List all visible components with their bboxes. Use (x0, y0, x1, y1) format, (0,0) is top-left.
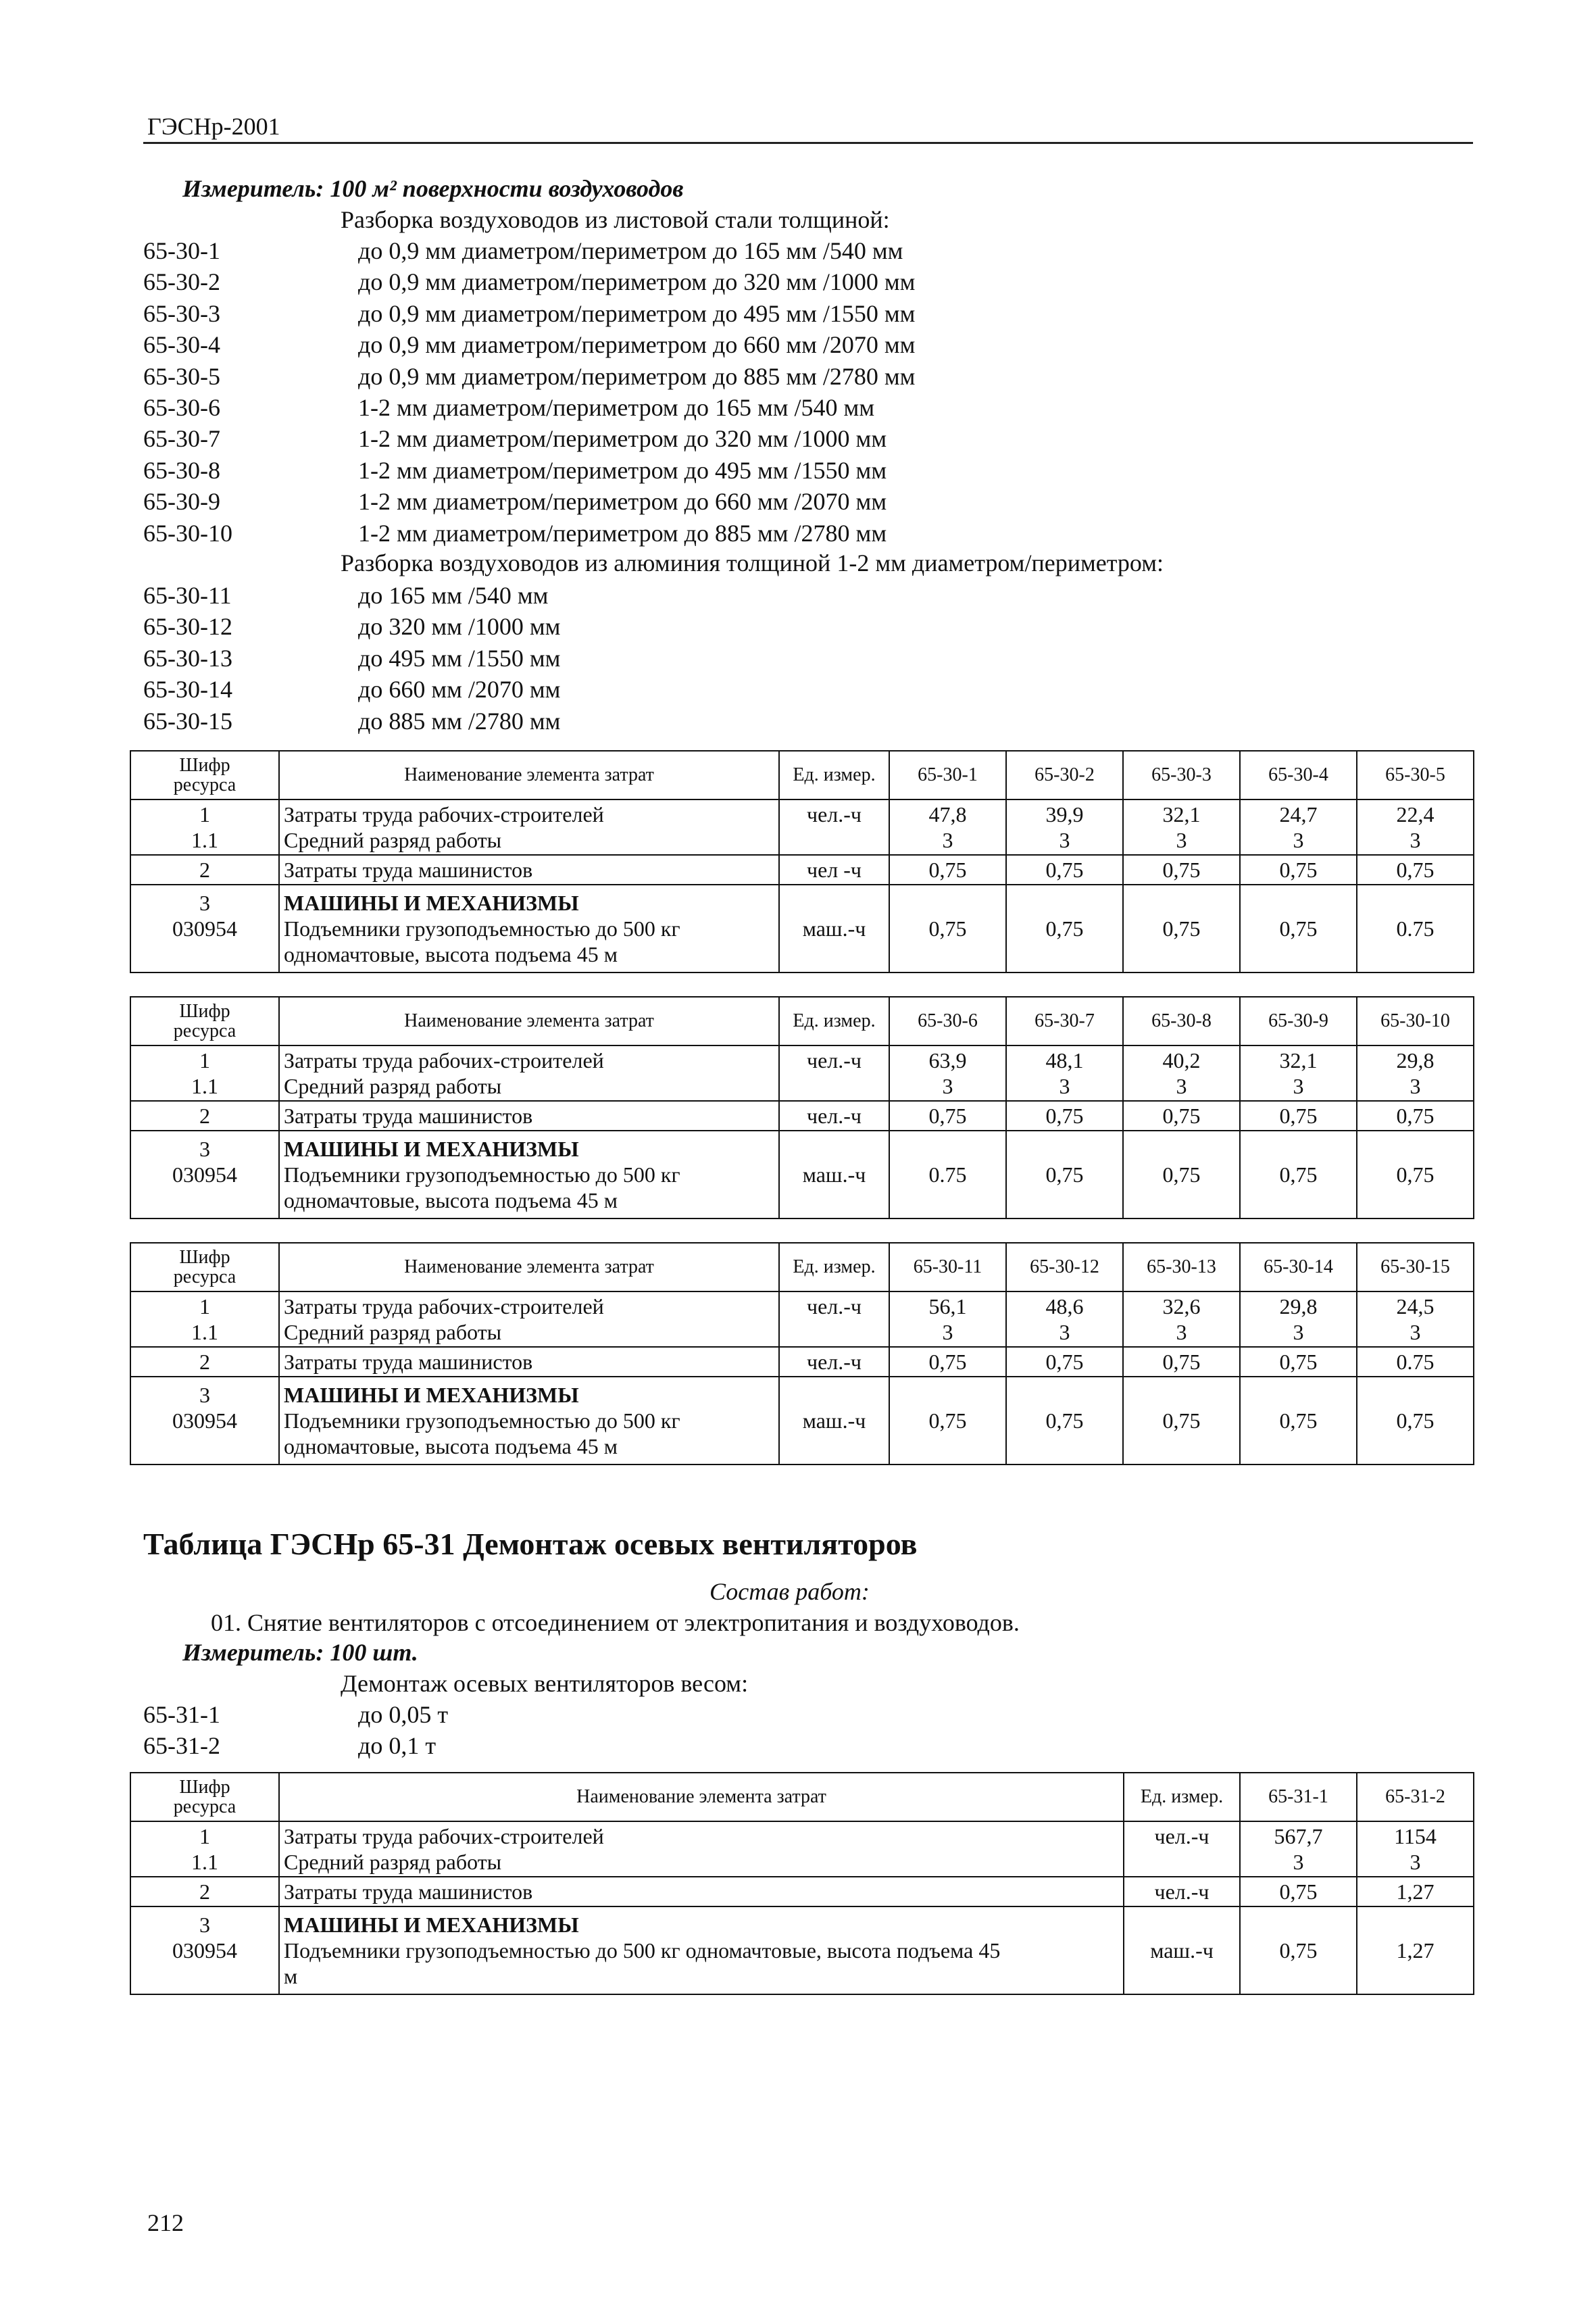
header-divider (143, 142, 1473, 144)
item-description: до 0,1 т (358, 1732, 437, 1760)
table-row-labor: 1 1.1 Затраты труда рабочих-строителей Средний разряд работы чел.-ч 47,8 3 39,9 3 32,1 3 24,7 3 22,4 3 (130, 799, 1474, 855)
item-code: 65-30-5 (143, 362, 220, 390)
element-name-header: Наименование элемента затрат (279, 1773, 1124, 1821)
unit-header: Ед. измер. (1124, 1773, 1240, 1821)
measure-label: Измеритель: 100 м² поверхности воздуховодов (182, 175, 684, 202)
item-description: до 320 мм /1000 мм (358, 613, 561, 641)
unit-header: Ед. измер. (779, 751, 889, 799)
aluminum-heading: Разборка воздуховодов из алюминия толщиной 1-2 мм диаметром/периметром: (341, 549, 1164, 576)
item-description: до 0,9 мм диаметром/периметром до 885 мм /2780 мм (358, 362, 916, 390)
table-row-machines: 3 030954 МАШИНЫ И МЕХАНИЗМЫ Подъемники грузоподъемностью до 500 кг одномачтовые, высота подъема 45 м маш.-ч 0,75 0,75 0,75 0,75 0,75 (130, 1377, 1474, 1464)
table-header-row (130, 751, 1474, 799)
resource-code-header: Шифр ресурса (130, 1243, 279, 1291)
table-row-machinist: 2 Затраты труда машинистов чел.-ч 0,75 0,75 0,75 0,75 0,75 (130, 1101, 1474, 1131)
column-header: 65-30-7 (1006, 997, 1123, 1045)
item-description: 1-2 мм диаметром/периметром до 495 мм /1550 мм (358, 456, 887, 484)
document-header-title: ГЭСНр-2001 (147, 113, 280, 140)
resource-code-header: Шифр ресурса (130, 997, 279, 1045)
column-header: 65-30-2 (1006, 751, 1123, 799)
item-description: до 660 мм /2070 мм (358, 676, 561, 704)
item-code: 65-30-10 (143, 519, 232, 547)
item-code: 65-30-9 (143, 488, 220, 516)
column-header: 65-31-1 (1240, 1773, 1357, 1821)
resource-code-header: Шифр ресурса (130, 1773, 279, 1821)
item-code: 65-30-12 (143, 613, 232, 641)
column-header: 65-30-10 (1357, 997, 1474, 1045)
item-description: 1-2 мм диаметром/периметром до 320 мм /1000 мм (358, 425, 887, 453)
page-number: 212 (147, 2209, 184, 2236)
cost-table-65-31 (130, 1772, 1474, 1995)
column-header: 65-30-8 (1123, 997, 1240, 1045)
item-code: 65-30-15 (143, 707, 232, 735)
element-name-header: Наименование элемента затрат (279, 1243, 779, 1291)
item-description: до 0,9 мм диаметром/периметром до 660 мм /2070 мм (358, 331, 916, 359)
column-header: 65-30-9 (1240, 997, 1357, 1045)
item-code: 65-30-6 (143, 393, 220, 421)
cost-table-65-30-6-10 (130, 996, 1474, 1219)
table-row-machinist: 2 Затраты труда машинистов чел -ч 0,75 0,75 0,75 0,75 0,75 (130, 855, 1474, 885)
table-row-machines: 3 030954 МАШИНЫ И МЕХАНИЗМЫ Подъемники грузоподъемностью до 500 кг одномачтовые, высота подъема 45 м маш.-ч 0,75 0,75 0,75 0,75 0.75 (130, 885, 1474, 973)
unit-header: Ед. измер. (779, 997, 889, 1045)
column-header: 65-31-2 (1357, 1773, 1474, 1821)
table-row-labor: 1 1.1 Затраты труда рабочих-строителей Средний разряд работы чел.-ч 567,7 3 1154 3 (130, 1821, 1474, 1877)
table-header-row (130, 997, 1474, 1045)
column-header: 65-30-6 (889, 997, 1006, 1045)
table-row-machinist: 2 Затраты труда машинистов чел.-ч 0,75 1,27 (130, 1877, 1474, 1906)
unit-header: Ед. измер. (779, 1243, 889, 1291)
item-code: 65-30-11 (143, 582, 232, 609)
column-header: 65-30-14 (1240, 1243, 1357, 1291)
table-title: Таблица ГЭСНр 65-31 Демонтаж осевых вентиляторов (143, 1527, 918, 1561)
column-header: 65-30-13 (1123, 1243, 1240, 1291)
item-code: 65-30-1 (143, 237, 220, 264)
element-name-header: Наименование элемента затрат (279, 997, 779, 1045)
item-description: 1-2 мм диаметром/периметром до 885 мм /2780 мм (358, 519, 887, 547)
table-header-row (130, 1773, 1474, 1821)
column-header: 65-30-15 (1357, 1243, 1474, 1291)
column-header: 65-30-11 (889, 1243, 1006, 1291)
column-header: 65-30-1 (889, 751, 1006, 799)
item-description: до 165 мм /540 мм (358, 582, 549, 609)
composition-label: Состав работ: (709, 1578, 870, 1605)
work-item: 01. Снятие вентиляторов с отсоединением от электропитания и воздуховодов. (211, 1609, 1020, 1636)
item-code: 65-31-1 (143, 1701, 220, 1728)
item-code: 65-31-2 (143, 1732, 220, 1760)
column-header: 65-30-4 (1240, 751, 1357, 799)
item-description: до 885 мм /2780 мм (358, 707, 561, 735)
item-description: до 0,9 мм диаметром/периметром до 495 мм /1550 мм (358, 299, 916, 327)
table-header-row (130, 1243, 1474, 1291)
item-description: 1-2 мм диаметром/периметром до 660 мм /2070 мм (358, 488, 887, 516)
table-row-labor: 1 1.1 Затраты труда рабочих-строителей Средний разряд работы чел.-ч 56,1 3 48,6 3 32,6 3 29,8 3 24,5 3 (130, 1291, 1474, 1347)
item-code: 65-30-3 (143, 299, 220, 327)
element-name-header: Наименование элемента затрат (279, 751, 779, 799)
item-description: до 495 мм /1550 мм (358, 644, 561, 672)
table-row-machines: 3 030954 МАШИНЫ И МЕХАНИЗМЫ Подъемники грузоподъемностью до 500 кг одномачтовые, высота подъема 45 м маш.-ч 0,75 1,27 (130, 1906, 1474, 1994)
item-description: 1-2 мм диаметром/периметром до 165 мм /540 мм (358, 393, 875, 421)
item-description: до 0,9 мм диаметром/периметром до 320 мм /1000 мм (358, 268, 916, 296)
cost-table-65-30-11-15 (130, 1242, 1474, 1465)
item-code: 65-30-14 (143, 676, 232, 704)
resource-code-header: Шифр ресурса (130, 751, 279, 799)
item-code: 65-30-8 (143, 456, 220, 484)
table-row-labor: 1 1.1 Затраты труда рабочих-строителей Средний разряд работы чел.-ч 63,9 3 48,1 3 40,2 3 32,1 3 29,8 3 (130, 1045, 1474, 1101)
column-header: 65-30-3 (1123, 751, 1240, 799)
item-description: до 0,9 мм диаметром/периметром до 165 мм /540 мм (358, 237, 903, 264)
item-code: 65-30-13 (143, 644, 232, 672)
measure-label-2: Измеритель: 100 шт. (182, 1639, 418, 1666)
item-description: до 0,05 т (358, 1701, 449, 1728)
item-code: 65-30-4 (143, 331, 220, 359)
steel-heading: Разборка воздуховодов из листовой стали толщиной: (341, 206, 890, 233)
item-code: 65-30-2 (143, 268, 220, 296)
cost-table-65-30-1-5 (130, 750, 1474, 973)
column-header: 65-30-12 (1006, 1243, 1123, 1291)
column-header: 65-30-5 (1357, 751, 1474, 799)
table-row-machinist: 2 Затраты труда машинистов чел.-ч 0,75 0,75 0,75 0,75 0.75 (130, 1347, 1474, 1377)
fans-heading: Демонтаж осевых вентиляторов весом: (341, 1670, 749, 1697)
table-row-machines: 3 030954 МАШИНЫ И МЕХАНИЗМЫ Подъемники грузоподъемностью до 500 кг одномачтовые, высота подъема 45 м маш.-ч 0.75 0,75 0,75 0,75 0,75 (130, 1131, 1474, 1218)
item-code: 65-30-7 (143, 425, 220, 453)
